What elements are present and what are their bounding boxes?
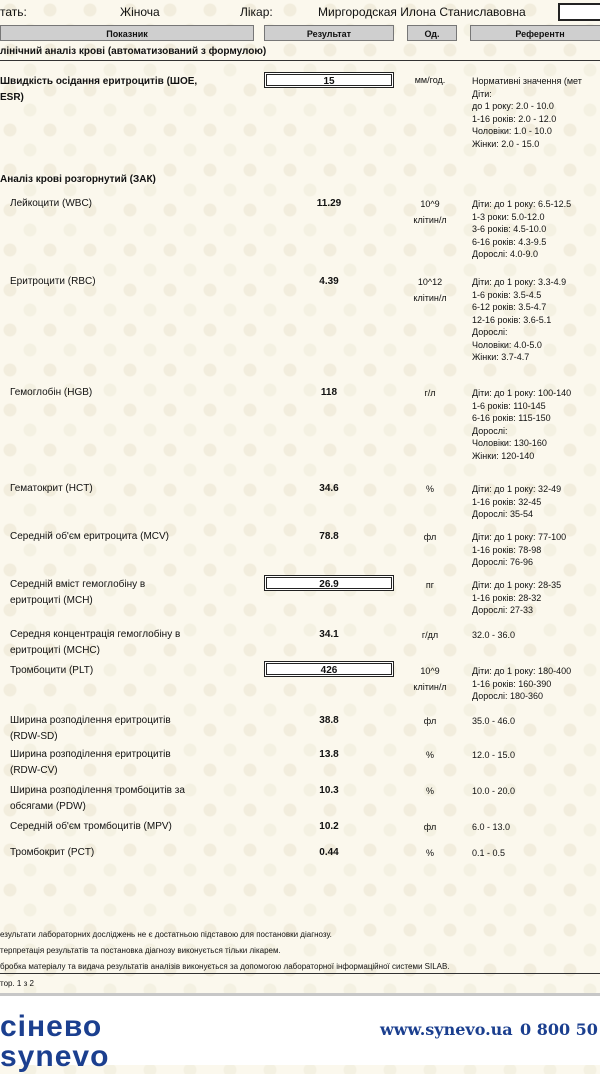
- test-unit: %: [425, 786, 434, 796]
- col-reference: Референтн: [470, 25, 600, 41]
- test-name: Середній вміст гемоглобіну в еритроциті (MCH): [10, 579, 146, 606]
- doctor-value: Миргородская Илона Станиславовна: [318, 5, 526, 19]
- footer-note-3: бробка матеріалу та видача результатів аналізів виконується за допомогою лабораторної інформаційної системи SILAB.: [0, 962, 450, 971]
- test-unit: %: [425, 848, 434, 858]
- test-reference: Діти: до 1 року: 32-49 1-16 років: 32-45 Дорослі: 35-54: [472, 484, 562, 519]
- col-indicator: Показник: [0, 25, 254, 41]
- esr-reference: Нормативні значення (мет Діти: до 1 року: 2.0 - 10.0 1-16 років: 2.0 - 12.0 Чоловіки: 1.0 - 10.0 Жінки: 2.0 - 15.0: [472, 76, 582, 149]
- test-reference: Діти: до 1 року: 3.3-4.9 1-6 років: 3.5-4.5 6-12 років: 3.5-4.7 12-16 років: 3.6-5.1 Дорослі: Чоловіки: 4.0-5.0 Жінки: 3.7-4.7: [472, 277, 567, 362]
- test-reference: 6.0 - 13.0: [472, 822, 511, 832]
- test-name: Ширина розподілення еритроцитів (RDW-CV): [10, 749, 171, 776]
- section-title-main: лінічний аналіз крові (автоматизований з формулою): [0, 46, 267, 57]
- test-reference: 12.0 - 15.0: [472, 750, 516, 760]
- section-title-cbc: Аналіз крові розгорнутий (ЗАК): [0, 174, 156, 185]
- sex-label: тать:: [0, 5, 27, 19]
- test-name: Тромбоцити (PLT): [10, 665, 94, 676]
- test-unit: г/дл: [421, 630, 439, 640]
- test-unit: фл: [423, 822, 437, 832]
- test-value: 10.3: [319, 785, 339, 796]
- test-unit: 10^12 клітин/л: [413, 277, 447, 303]
- test-value: 0.44: [319, 847, 339, 858]
- esr-name-line1: Швидкість осідання еритроцитів (ШОЕ,: [0, 76, 198, 87]
- test-name: Ширина розподілення еритроцитів (RDW-SD): [10, 715, 171, 742]
- test-reference: Діти: до 1 року: 100-140 1-6 років: 110-145 6-16 років: 115-150 Дорослі: Чоловіки: 130-160 Жінки: 120-140: [472, 388, 572, 461]
- test-value: 426: [264, 661, 394, 677]
- test-unit: г/л: [424, 388, 436, 398]
- esr-unit: мм/год.: [414, 75, 446, 85]
- test-reference: 10.0 - 20.0: [472, 786, 516, 796]
- page-number: тор. 1 з 2: [0, 979, 34, 988]
- test-value: 118: [320, 387, 338, 398]
- header-box: [558, 3, 600, 21]
- test-value: 34.1: [319, 629, 339, 640]
- test-value: 34.6: [319, 483, 339, 494]
- test-name: Гемоглобін (HGB): [10, 387, 93, 398]
- test-value: 10.2: [319, 821, 339, 832]
- brand-divider: [0, 993, 600, 996]
- test-unit: фл: [423, 532, 437, 542]
- col-result: Результат: [264, 25, 394, 41]
- test-unit: %: [425, 750, 434, 760]
- test-reference: 32.0 - 36.0: [472, 630, 516, 640]
- footer-divider: [0, 973, 600, 974]
- test-unit: пг: [425, 580, 435, 590]
- esr-value: 15: [264, 72, 394, 88]
- test-name: Гематокрит (HCT): [10, 483, 93, 494]
- synevo-logo-latin: synevo: [0, 1040, 110, 1073]
- phone-number: 0 800 50: [520, 1020, 598, 1039]
- test-unit: фл: [423, 716, 437, 726]
- sex-value: Жіноча: [120, 5, 160, 19]
- test-reference: Діти: до 1 року: 180-400 1-16 років: 160-390 Дорослі: 180-360: [472, 666, 572, 701]
- website-link[interactable]: www.synevo.ua: [380, 1020, 513, 1039]
- esr-name-line2: ESR): [0, 92, 24, 103]
- test-value: 11.29: [316, 198, 342, 209]
- test-value: 13.8: [319, 749, 339, 760]
- col-unit: Од.: [407, 25, 457, 41]
- test-reference: Діти: до 1 року: 77-100 1-16 років: 78-98 Дорослі: 76-96: [472, 532, 567, 567]
- test-value: 38.8: [319, 715, 339, 726]
- synevo-logo-cyrillic: сінево: [0, 1010, 103, 1043]
- test-value: 4.39: [319, 276, 339, 287]
- test-reference: Діти: до 1 року: 28-35 1-16 років: 28-32 Дорослі: 27-33: [472, 580, 562, 615]
- test-value: 26.9: [264, 575, 394, 591]
- test-name: Еритроцити (RBC): [10, 276, 96, 287]
- footer-note-2: терпретація результатів та постановка діагнозу виконується тільки лікарем.: [0, 946, 281, 955]
- test-name: Середній об'єм тромбоцитів (MPV): [10, 821, 172, 832]
- test-reference: 0.1 - 0.5: [472, 848, 506, 858]
- test-name: Тромбокрит (PCT): [10, 847, 95, 858]
- test-reference: Діти: до 1 року: 6.5-12.5 1-3 роки: 5.0-12.0 3-6 років: 4.5-10.0 6-16 років: 4.3-9.5 Дорослі: 4.0-9.0: [472, 199, 572, 259]
- test-unit: 10^9 клітин/л: [413, 199, 447, 225]
- test-reference: 35.0 - 46.0: [472, 716, 516, 726]
- test-name: Лейкоцити (WBC): [10, 198, 93, 209]
- test-value: 78.8: [319, 531, 339, 542]
- divider: [0, 60, 600, 61]
- test-unit: %: [425, 484, 434, 494]
- doctor-label: Лікар:: [240, 5, 273, 19]
- test-name: Середня концентрація гемоглобіну в еритроциті (MCHC): [10, 629, 181, 656]
- test-name: Ширина розподілення тромбоцитів за обсягами (PDW): [10, 785, 185, 812]
- test-unit: 10^9 клітин/л: [413, 666, 447, 692]
- footer-note-1: езультати лабораторних досліджень не є достатньою підставою для постановки діагнозу.: [0, 930, 332, 939]
- test-name: Середній об'єм еритроцита (MCV): [10, 531, 169, 542]
